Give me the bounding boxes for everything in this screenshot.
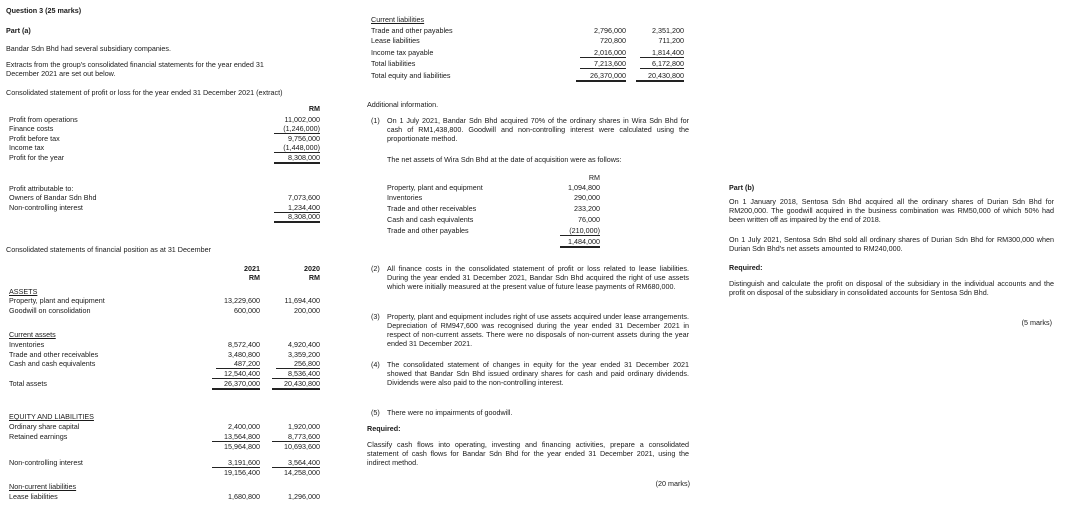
part-b-required-text: Distinguish and calculate the profit on disposal of the subsidiary in the individual accounts and the profit on disposal of the subsidiary in consolidated accounts for Sentosa Sdn Bhd. xyxy=(729,279,1054,297)
note-3-text: Property, plant and equipment includes right of use assets acquired under lease arrangements. Depreciation of RM947,600 was recognised during the year ended 31 December 2021 in respect of non-current assets. There were no disposals of non-current assets during the year ended 31 December 2021. xyxy=(387,312,689,348)
part-b-para-1: On 1 January 2018, Sentosa Sdn Bhd acquired all the ordinary shares of Durian Sdn Bhd for RM200,000. The goodwill acquired in the business combination was RM50,000 of which 50% had been written off as impaired by the end of 2018. xyxy=(729,197,1054,224)
fp-value: 13,229,600 xyxy=(224,296,260,305)
cl-value: 26,370,000 xyxy=(576,71,626,82)
marks-part-b: (5 marks) xyxy=(1021,318,1052,327)
note-1-text: On 1 July 2021, Bandar Sdn Bhd acquired 70% of the ordinary shares in Wira Sdn Bhd for cash of RM1,438,800. Goodwill and non-controlling interest were calculated using the proportionate method. xyxy=(387,116,689,143)
part-b-required-heading: Required: xyxy=(729,263,763,272)
extract-line-2: December 2021 are set out below. xyxy=(6,69,116,78)
cl-label: Trade and other payables xyxy=(371,26,453,35)
required-heading: Required: xyxy=(367,424,401,433)
wira-value: 290,000 xyxy=(574,193,600,202)
wira-label: Inventories xyxy=(387,193,423,202)
note-1-subtext: The net assets of Wira Sdn Bhd at the date of acquisition were as follows: xyxy=(387,155,622,164)
pl-label: Profit before tax xyxy=(9,134,60,143)
pl-value: (1,246,000) xyxy=(274,124,320,134)
fp-label-retained: Retained earnings xyxy=(9,432,68,441)
pl-value: 11,002,000 xyxy=(284,115,320,124)
wira-label: Trade and other payables xyxy=(387,226,469,235)
fp-value: 8,536,400 xyxy=(272,369,320,379)
cl-label: Total liabilities xyxy=(371,59,416,68)
fp-label-total-assets: Total assets xyxy=(9,379,47,388)
fp-value: 1,296,000 xyxy=(288,492,320,501)
fp-label-share-capital: Ordinary share capital xyxy=(9,422,80,431)
ncl-heading: Non-current liabilities xyxy=(9,482,77,491)
cl-value: 711,200 xyxy=(658,36,684,45)
cl-value: 2,351,200 xyxy=(652,26,684,35)
fp-value: 1,680,800 xyxy=(228,492,260,501)
fp-label-cash: Cash and cash equivalents xyxy=(9,359,96,368)
rm-2021-header: RM xyxy=(248,273,260,282)
wira-total: 1,484,000 xyxy=(560,237,600,248)
fp-label-inventories: Inventories xyxy=(9,340,45,349)
pl-label: Income tax xyxy=(9,143,45,152)
note-3-number: (3) xyxy=(371,312,380,321)
wira-value: (210,000) xyxy=(560,226,600,236)
fp-value: 3,564,400 xyxy=(272,458,320,468)
attr-title: Profit attributable to: xyxy=(9,184,74,193)
fp-value: 600,000 xyxy=(234,306,260,315)
fp-label-goodwill: Goodwill on consolidation xyxy=(9,306,91,315)
additional-info-heading: Additional information. xyxy=(367,100,439,109)
fp-label-nci: Non-controlling interest xyxy=(9,458,83,467)
wira-rm-header: RM xyxy=(588,173,600,182)
attr-value: 1,234,400 xyxy=(274,203,320,213)
part-b-heading: Part (b) xyxy=(729,183,755,192)
wira-label: Cash and cash equivalents xyxy=(387,215,474,224)
fp-value: 8,572,400 xyxy=(228,340,260,349)
fp-value: 256,800 xyxy=(276,359,320,369)
pl-title: Consolidated statement of profit or loss for the year ended 31 December 2021 (extract) xyxy=(6,88,283,97)
current-assets-heading: Current assets xyxy=(9,330,56,339)
marks-part-a: (20 marks) xyxy=(655,479,690,488)
pl-rm-header: RM xyxy=(308,104,320,113)
fp-value: 1,920,000 xyxy=(288,422,320,431)
attr-value: 7,073,600 xyxy=(288,193,320,202)
cl-value: 7,213,600 xyxy=(580,59,626,69)
attr-total: 8,308,000 xyxy=(274,212,320,223)
required-text: Classify cash flows into operating, investing and financing activities, prepare a consolidated statement of cash flows for Bandar Sdn Bhd for the year ended 31 December 2021, using the indirect method. xyxy=(367,440,689,467)
note-4-text: The consolidated statement of changes in equity for the year ended 31 December 2021 showed that Bandar Sdn Bhd issued ordinary shares for cash and paid ordinary dividends. Dividends were also paid to the non-controlling interest. xyxy=(387,360,689,387)
fp-title: Consolidated statements of financial position as at 31 December xyxy=(6,245,211,254)
part-b-para-2: On 1 July 2021, Sentosa Sdn Bhd sold all ordinary shares of Durian Sdn Bhd for RM300,000 when Durian Sdn Bhd's net assets amounted to RM240,000. xyxy=(729,235,1054,253)
cl-value: 720,800 xyxy=(600,36,626,45)
fp-value: 12,540,400 xyxy=(212,369,260,379)
fp-value: 4,920,400 xyxy=(288,340,320,349)
note-1-number: (1) xyxy=(371,116,380,125)
note-4-number: (4) xyxy=(371,360,380,369)
rm-2020-header: RM xyxy=(308,273,320,282)
current-liabilities-heading: Current liabilities xyxy=(371,15,425,24)
wira-value: 1,094,800 xyxy=(568,183,600,192)
wira-label: Property, plant and equipment xyxy=(387,183,483,192)
note-5-text: There were no impairments of goodwill. xyxy=(387,408,513,417)
fp-value: 11,694,400 xyxy=(284,296,320,305)
pl-label: Profit from operations xyxy=(9,115,78,124)
cl-value: 2,796,000 xyxy=(594,26,626,35)
cl-label: Lease liabilities xyxy=(371,36,420,45)
note-2-text: All finance costs in the consolidated statement of profit or loss related to lease liabilities. During the year ended 31 December 2021, Bandar Sdn Bhd acquired the right of use assets which were initially measured at the present value of future lease payments of RM680,000. xyxy=(387,264,689,291)
equity-liabilities-heading: EQUITY AND LIABILITIES xyxy=(9,412,94,421)
year-2021-header: 2021 xyxy=(244,264,260,273)
fp-value: 13,564,800 xyxy=(212,432,260,442)
fp-value: 3,359,200 xyxy=(288,350,320,359)
fp-value: 14,258,000 xyxy=(284,468,320,477)
note-2-number: (2) xyxy=(371,264,380,273)
cl-value: 6,172,800 xyxy=(640,59,684,69)
cl-label: Total equity and liabilities xyxy=(371,71,451,80)
attr-label: Non-controlling interest xyxy=(9,203,83,212)
pl-value: 9,756,000 xyxy=(288,134,320,143)
wira-value: 233,200 xyxy=(574,204,600,213)
cl-label: Income tax payable xyxy=(371,48,434,57)
fp-label-lease-nc: Lease liabilities xyxy=(9,492,58,501)
part-a-heading: Part (a) xyxy=(6,26,31,35)
fp-value: 15,964,800 xyxy=(224,442,260,451)
cl-value: 1,814,400 xyxy=(640,48,684,58)
fp-value: 487,200 xyxy=(216,359,260,369)
wira-label: Trade and other receivables xyxy=(387,204,477,213)
fp-value: 3,480,800 xyxy=(228,350,260,359)
extract-line-1: Extracts from the group's consolidated financial statements for the year ended 31 xyxy=(6,60,264,69)
year-2020-header: 2020 xyxy=(304,264,320,273)
cl-value: 20,430,800 xyxy=(636,71,684,82)
fp-label-ppe: Property, plant and equipment xyxy=(9,296,105,305)
pl-label: Profit for the year xyxy=(9,153,65,162)
fp-label-receivables: Trade and other receivables xyxy=(9,350,99,359)
pl-value: (1,448,000) xyxy=(274,143,320,153)
fp-value: 19,156,400 xyxy=(224,468,260,477)
note-5-number: (5) xyxy=(371,408,380,417)
fp-value: 200,000 xyxy=(294,306,320,315)
fp-value: 26,370,000 xyxy=(212,379,260,390)
pl-value: 8,308,000 xyxy=(274,153,320,164)
question-title: Question 3 (25 marks) xyxy=(6,6,82,15)
wira-value: 76,000 xyxy=(578,215,600,224)
cl-value: 2,016,000 xyxy=(580,48,626,58)
attr-label: Owners of Bandar Sdn Bhd xyxy=(9,193,97,202)
fp-value: 10,693,600 xyxy=(284,442,320,451)
assets-heading: ASSETS xyxy=(9,287,38,296)
fp-value: 2,400,000 xyxy=(228,422,260,431)
fp-value: 20,430,800 xyxy=(272,379,320,390)
pl-label: Finance costs xyxy=(9,124,54,133)
fp-value: 8,773,600 xyxy=(272,432,320,442)
fp-value: 3,191,600 xyxy=(212,458,260,468)
intro-text: Bandar Sdn Bhd had several subsidiary companies. xyxy=(6,44,172,53)
